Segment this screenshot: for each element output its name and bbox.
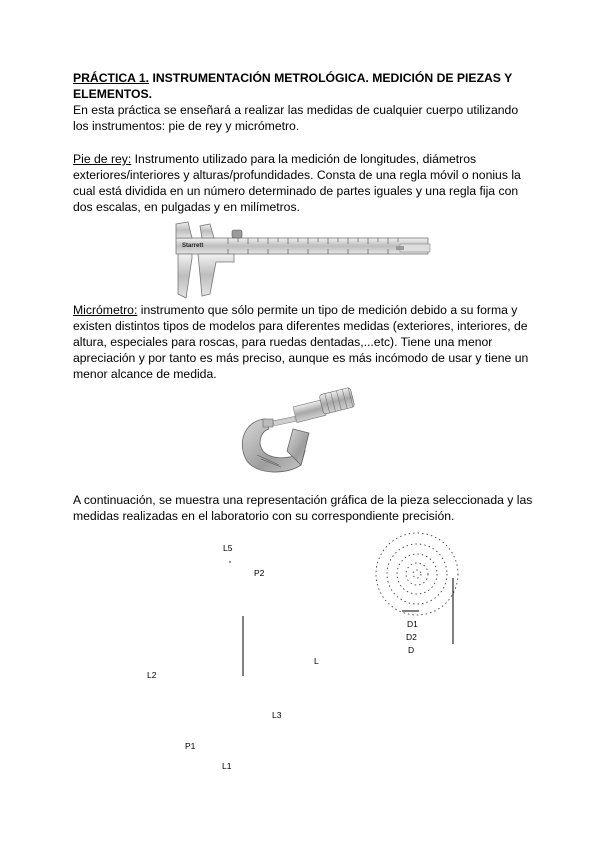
caliper-text: Instrumento utilizado para la medición de longitudes, diámetros exteriores/interiores y alturas/profundidades. Consta de una regla móvil o nonius la cual está dividida en un número determinado de partes iguales y una regla fija con dos escalas, en pulgadas y en milímetros. — [73, 152, 521, 214]
caliper-image — [168, 218, 433, 300]
label-l2: L2 — [147, 670, 157, 680]
caliper-term: Pie de rey: — [73, 152, 132, 166]
label-d: D — [408, 645, 415, 655]
micrometer-paragraph — [73, 302, 533, 382]
caliper-paragraph — [73, 151, 533, 215]
circular-view — [376, 533, 458, 615]
practice-number: PRÁCTICA 1. — [73, 71, 150, 85]
label-d1: D1 — [407, 619, 418, 629]
conclusion-paragraph: A continuación, se muestra una representación gráfica de la pieza seleccionada y las medidas realizadas en el laboratorio con su correspondiente precisión. — [73, 493, 533, 523]
micrometer-term: Micrómetro: — [73, 303, 138, 317]
label-l1: L1 — [222, 761, 232, 771]
label-l5: L5 — [223, 543, 233, 553]
label-l: L — [314, 656, 319, 666]
label-d2: D2 — [406, 632, 417, 642]
label-p2: P2 — [254, 568, 265, 578]
micrometer-text: instrumento que sólo permite un tipo de medición debido a su forma y existen distintos tipos de modelos para diferentes medidas (exteriores, interiores, de altura, especiales para roscas, para ruedas dentadas,...etc). Tiene una menor apreciación y por tanto es más preciso, aunque es más incómodo de usar y tiene un menor alcance de medida. — [73, 303, 529, 381]
micrometer-image — [235, 385, 365, 477]
caliper-brand: Starrett — [182, 243, 204, 249]
intro-paragraph: En esta práctica se enseñará a realizar las medidas de cualquier cuerpo utilizando los instrumentos: pie de rey y micrómetro. — [73, 103, 519, 133]
page-title — [73, 70, 533, 102]
label-p1: P1 — [185, 741, 196, 751]
practice-title: INSTRUMENTACIÓN METROLÓGICA. MEDICIÓN DE PIEZAS Y ELEMENTOS. — [73, 71, 513, 101]
label-l3: L3 — [272, 710, 282, 720]
